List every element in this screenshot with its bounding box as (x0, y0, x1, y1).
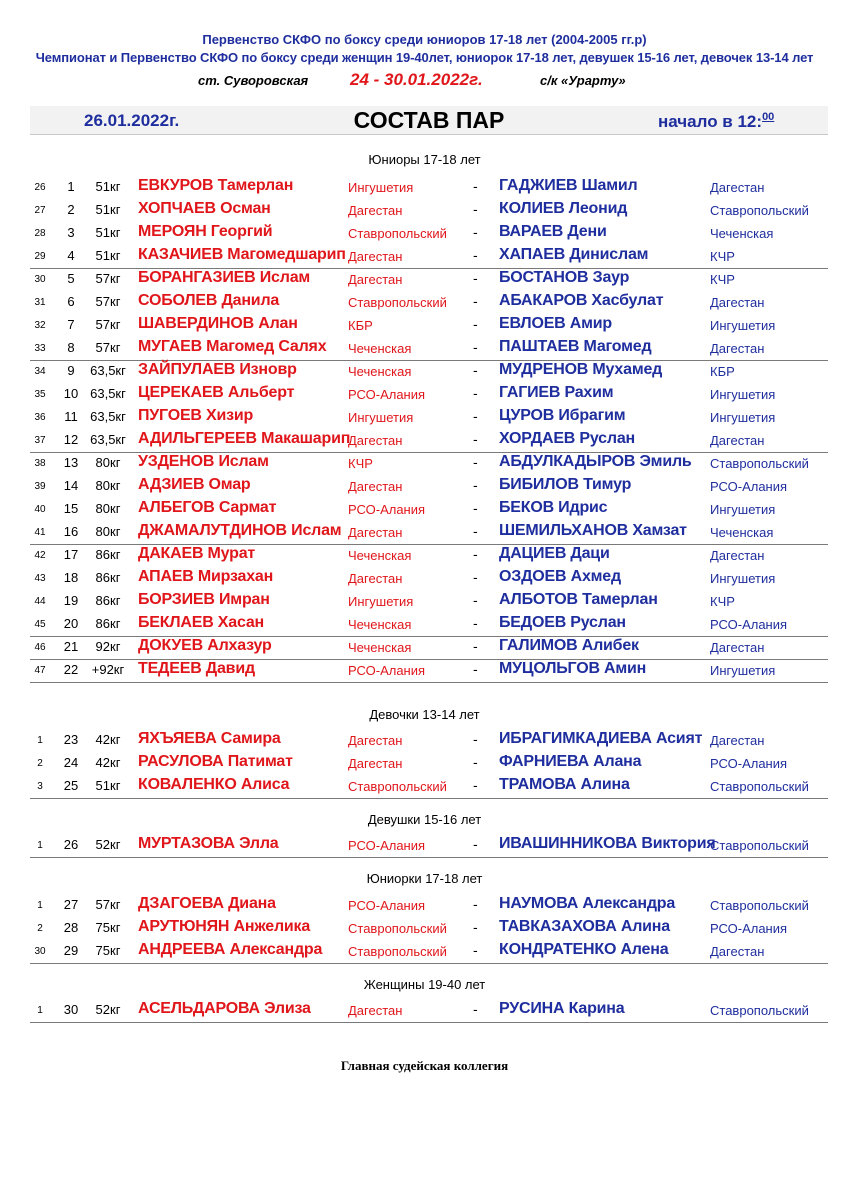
vs-dash: - (473, 454, 478, 470)
weight-class: 63,5кг (90, 363, 126, 378)
section-title: Девушки 15-16 лет (367, 812, 482, 827)
bout-row (30, 360, 828, 383)
weight-class: 86кг (95, 616, 121, 631)
red-corner-region: Ставропольский (348, 295, 447, 310)
bout-row (30, 521, 828, 545)
vs-dash: - (473, 836, 478, 852)
bout-number: 18 (63, 570, 79, 585)
red-corner-name: АПАЕВ Мирзахан (138, 568, 274, 585)
blue-corner-name: КОНДРАТЕНКО Алена (499, 941, 669, 958)
vs-dash: - (473, 661, 478, 677)
row-seq: 45 (34, 619, 46, 630)
weight-class: 86кг (95, 547, 121, 562)
row-seq: 44 (34, 596, 46, 607)
red-corner-region: Чеченская (348, 617, 412, 632)
red-corner-name: АЛБЕГОВ Сармат (138, 499, 277, 516)
red-corner-name: КАЗАЧИЕВ Магомедшарип (138, 246, 346, 263)
header-dates: 24 - 30.01.2022г. (350, 70, 483, 89)
blue-corner-name: ЕВЛОЕВ Амир (499, 315, 612, 332)
red-corner-name: КОВАЛЕНКО Алиса (138, 776, 290, 793)
red-corner-name: ДЗАГОЕВА Диана (138, 895, 276, 912)
blue-corner-region: Ставропольский (710, 898, 809, 913)
blue-corner-name: КОЛИЕВ Леонид (499, 200, 628, 217)
bout-number: 10 (63, 386, 79, 401)
red-corner-name: МЕРОЯН Георгий (138, 223, 273, 240)
blue-corner-region: РСО-Алания (710, 921, 788, 936)
bout-row (30, 752, 828, 775)
blue-corner-name: БЕДОЕВ Руслан (499, 614, 626, 631)
blue-corner-name: ТАВКАЗАХОВА Алина (499, 918, 670, 935)
red-corner-name: ШАВЕРДИНОВ Алан (138, 315, 298, 332)
row-seq: 33 (34, 343, 46, 354)
row-seq: 36 (34, 412, 46, 423)
section-title: Юниорки 17-18 лет (366, 871, 483, 886)
blue-corner-region: Ставропольский (710, 779, 809, 794)
red-corner-region: РСО-Алания (348, 502, 426, 517)
vs-dash: - (473, 178, 478, 194)
header-venue: с/к «Урарту» (540, 73, 626, 88)
red-corner-region: КЧР (348, 456, 373, 471)
blue-corner-region: Ставропольский (710, 1003, 809, 1018)
blue-corner-name: МУДРЕНОВ Мухамед (499, 361, 663, 378)
blue-corner-name: ПАШТАЕВ Магомед (499, 338, 652, 355)
row-seq: 34 (34, 366, 46, 377)
row-seq: 41 (34, 527, 46, 538)
red-corner-name: ДАКАЕВ Мурат (138, 545, 256, 562)
bout-row (30, 314, 828, 337)
bout-number: 23 (63, 732, 79, 747)
weight-class: 57кг (95, 340, 121, 355)
bout-row (30, 894, 828, 917)
weight-class: 51кг (95, 778, 121, 793)
blue-corner-region: Ставропольский (710, 838, 809, 853)
red-corner-name: ЯХЪЯЕВА Самира (138, 730, 281, 747)
red-corner-name: АСЕЛЬДАРОВА Элиза (138, 1000, 311, 1017)
bout-number: 25 (63, 778, 79, 793)
row-seq: 1 (37, 735, 43, 746)
weight-class: 80кг (95, 524, 121, 539)
red-corner-region: Дагестан (348, 733, 403, 748)
vs-dash: - (473, 500, 478, 516)
bout-row (30, 475, 828, 498)
bout-row (30, 406, 828, 429)
blue-corner-region: Дагестан (710, 433, 765, 448)
bout-row (30, 268, 828, 291)
row-seq: 38 (34, 458, 46, 469)
vs-dash: - (473, 638, 478, 654)
row-seq: 30 (34, 274, 46, 285)
bout-number: 2 (67, 202, 75, 217)
weight-class: 75кг (95, 920, 121, 935)
blue-corner-region: Чеченская (710, 525, 774, 540)
row-seq: 35 (34, 389, 46, 400)
red-corner-name: РАСУЛОВА Патимат (138, 753, 293, 770)
start-time (658, 111, 774, 132)
row-seq: 1 (37, 900, 43, 911)
weight-class: 80кг (95, 478, 121, 493)
blue-corner-region: Ставропольский (710, 203, 809, 218)
red-corner-region: Дагестан (348, 272, 403, 287)
bout-row (30, 729, 828, 752)
footer-signature: Главная судейская коллегия (340, 1058, 509, 1073)
bout-row (30, 498, 828, 521)
blue-corner-name: АБДУЛКАДЫРОВ Эмиль (499, 453, 692, 470)
blue-corner-name: ДАЦИЕВ Даци (499, 545, 610, 562)
bout-number: 16 (63, 524, 79, 539)
header-line-2: Чемпионат и Первенство СКФО по боксу среди женщин 19-40лет, юниорок 17-18 лет, девушек 15-16 лет, девочек 13-14 лет (35, 50, 814, 65)
red-corner-region: Дагестан (348, 433, 403, 448)
red-corner-region: Дагестан (348, 203, 403, 218)
red-corner-name: АДЗИЕВ Омар (138, 476, 251, 493)
bout-row (30, 452, 828, 475)
bout-row (30, 337, 828, 361)
red-corner-name: ЕВКУРОВ Тамерлан (138, 177, 294, 194)
blue-corner-region: Дагестан (710, 733, 765, 748)
bout-row (30, 222, 828, 245)
bout-number: 4 (67, 248, 75, 263)
bout-number: 3 (67, 225, 75, 240)
blue-corner-name: БОСТАНОВ Заур (499, 269, 630, 286)
red-corner-name: ХОПЧАЕВ Осман (138, 200, 271, 217)
blue-corner-region: Ингушетия (710, 571, 776, 586)
row-seq: 32 (34, 320, 46, 331)
bout-number: 17 (63, 547, 79, 562)
row-seq: 46 (34, 642, 46, 653)
red-corner-name: УЗДЕНОВ Ислам (138, 453, 269, 470)
vs-dash: - (473, 592, 478, 608)
blue-corner-name: ОЗДОЕВ Ахмед (499, 568, 621, 585)
vs-dash: - (473, 201, 478, 217)
blue-corner-name: МУЦОЛЬГОВ Амин (499, 660, 647, 677)
row-seq: 1 (37, 1005, 43, 1016)
red-corner-name: ПУГОЕВ Хизир (138, 407, 254, 424)
blue-corner-region: Дагестан (710, 548, 765, 563)
blue-corner-region: Чеченская (710, 226, 774, 241)
row-seq: 26 (34, 182, 46, 193)
vs-dash: - (473, 1001, 478, 1017)
red-corner-name: ДЖАМАЛУТДИНОВ Ислам (138, 522, 342, 539)
weight-class: 51кг (95, 179, 121, 194)
blue-corner-name: ТРАМОВА Алина (499, 776, 630, 793)
vs-dash: - (473, 247, 478, 263)
blue-corner-name: БЕКОВ Идрис (499, 499, 608, 516)
red-corner-region: РСО-Алания (348, 663, 426, 678)
blue-corner-name: ИВАШИННИКОВА Виктория (499, 835, 716, 852)
blue-corner-name: РУСИНА Карина (499, 1000, 625, 1017)
red-corner-region: Чеченская (348, 341, 412, 356)
red-corner-region: Ингушетия (348, 410, 414, 425)
row-seq: 39 (34, 481, 46, 492)
blue-corner-name: ХОРДАЕВ Руслан (499, 430, 635, 447)
blue-corner-name: ГАГИЕВ Рахим (499, 384, 614, 401)
bout-number: 26 (63, 837, 79, 852)
red-corner-region: Ставропольский (348, 226, 447, 241)
row-seq: 43 (34, 573, 46, 584)
vs-dash: - (473, 270, 478, 286)
start-time-label: начало в 12: (658, 112, 763, 131)
bout-number: 21 (63, 639, 79, 654)
bout-number: 28 (63, 920, 79, 935)
bout-row (30, 917, 828, 940)
weight-class: 80кг (95, 501, 121, 516)
blue-corner-region: Дагестан (710, 295, 765, 310)
bout-row (30, 940, 828, 964)
vs-dash: - (473, 569, 478, 585)
vs-dash: - (473, 431, 478, 447)
blue-corner-name: ХАПАЕВ Динислам (499, 246, 649, 263)
event-date: 26.01.2022г. (84, 111, 180, 130)
row-seq: 40 (34, 504, 46, 515)
bout-row (30, 567, 828, 590)
red-corner-name: СОБОЛЕВ Данила (138, 292, 280, 309)
red-corner-name: АНДРЕЕВА Александра (138, 941, 323, 958)
red-corner-region: Ставропольский (348, 779, 447, 794)
blue-corner-name: БИБИЛОВ Тимур (499, 476, 632, 493)
bout-number: 5 (67, 271, 75, 286)
row-seq: 30 (34, 946, 46, 957)
weight-class: 52кг (95, 1002, 121, 1017)
vs-dash: - (473, 731, 478, 747)
vs-dash: - (473, 408, 478, 424)
section-title: Девочки 13-14 лет (369, 707, 480, 722)
red-corner-name: МУРТАЗОВА Элла (138, 835, 279, 852)
red-corner-name: ЗАЙПУЛАЕВ Изновр (138, 361, 297, 378)
bout-number: 24 (63, 755, 79, 770)
row-seq: 3 (37, 781, 43, 792)
blue-corner-region: РСО-Алания (710, 617, 788, 632)
blue-corner-region: Ингушетия (710, 387, 776, 402)
row-seq: 47 (34, 665, 46, 676)
red-corner-region: Ингушетия (348, 594, 414, 609)
bout-row (30, 245, 828, 269)
header-line-3 (0, 70, 849, 90)
vs-dash: - (473, 316, 478, 332)
vs-dash: - (473, 942, 478, 958)
bout-number: 7 (67, 317, 75, 332)
red-corner-name: ТЕДЕЕВ Давид (138, 660, 255, 677)
row-seq: 29 (34, 251, 46, 262)
bout-number: 29 (63, 943, 79, 958)
blue-corner-name: ИБРАГИМКАДИЕВА Асият (499, 730, 703, 747)
red-corner-name: ДОКУЕВ Алхазур (138, 637, 272, 654)
vs-dash: - (473, 615, 478, 631)
weight-class: 92кг (95, 639, 121, 654)
row-seq: 1 (37, 840, 43, 851)
red-corner-name: БОРЗИЕВ Имран (138, 591, 270, 608)
weight-class: 63,5кг (90, 409, 126, 424)
row-seq: 27 (34, 205, 46, 216)
red-corner-region: Ставропольский (348, 944, 447, 959)
red-corner-region: Чеченская (348, 640, 412, 655)
section-title: Женщины 19-40 лет (363, 977, 486, 992)
row-seq: 2 (37, 923, 43, 934)
vs-dash: - (473, 523, 478, 539)
blue-corner-region: Дагестан (710, 944, 765, 959)
vs-dash: - (473, 385, 478, 401)
bout-number: 1 (67, 179, 75, 194)
bout-row (30, 199, 828, 222)
blue-corner-region: КБР (710, 364, 735, 379)
blue-corner-name: ФАРНИЕВА Алана (499, 753, 642, 770)
weight-class: 57кг (95, 294, 121, 309)
blue-corner-name: ВАРАЕВ Дени (499, 223, 607, 240)
blue-corner-region: Дагестан (710, 341, 765, 356)
vs-dash: - (473, 362, 478, 378)
red-corner-name: БОРАНГАЗИЕВ Ислам (138, 269, 311, 286)
bout-row (30, 834, 828, 858)
bout-number: 12 (63, 432, 79, 447)
red-corner-region: Ингушетия (348, 180, 414, 195)
header-place: ст. Суворовская (198, 73, 309, 88)
weight-class: 51кг (95, 202, 121, 217)
bout-row (30, 383, 828, 406)
blue-corner-region: Дагестан (710, 180, 765, 195)
vs-dash: - (473, 477, 478, 493)
weight-class: 75кг (95, 943, 121, 958)
blue-corner-name: НАУМОВА Александра (499, 895, 676, 912)
bout-number: 11 (64, 409, 78, 424)
bout-row (30, 291, 828, 314)
weight-class: 86кг (95, 593, 121, 608)
vs-dash: - (473, 777, 478, 793)
weight-class: 63,5кг (90, 386, 126, 401)
start-time-minutes: 00 (762, 111, 775, 123)
vs-dash: - (473, 546, 478, 562)
weight-class: 51кг (95, 225, 121, 240)
blue-corner-region: Ингушетия (710, 410, 776, 425)
red-corner-region: Дагестан (348, 1003, 403, 1018)
weight-class: 42кг (95, 732, 121, 747)
red-corner-region: РСО-Алания (348, 387, 426, 402)
weight-class: 80кг (95, 455, 121, 470)
vs-dash: - (473, 754, 478, 770)
vs-dash: - (473, 896, 478, 912)
blue-corner-region: КЧР (710, 272, 735, 287)
row-seq: 31 (34, 297, 46, 308)
red-corner-region: Дагестан (348, 571, 403, 586)
bout-number: 19 (63, 593, 79, 608)
weight-class: 57кг (95, 271, 121, 286)
red-corner-region: РСО-Алания (348, 898, 426, 913)
bout-number: 8 (67, 340, 75, 355)
vs-dash: - (473, 339, 478, 355)
red-corner-name: ЦЕРЕКАЕВ Альберт (138, 384, 295, 401)
weight-class: 42кг (95, 755, 121, 770)
bout-number: 9 (67, 363, 75, 378)
blue-corner-region: Ставропольский (710, 456, 809, 471)
weight-class: 57кг (95, 897, 121, 912)
row-seq: 2 (37, 758, 43, 769)
red-corner-region: РСО-Алания (348, 838, 426, 853)
red-corner-name: БЕКЛАЕВ Хасан (138, 614, 265, 631)
weight-class: 52кг (95, 837, 121, 852)
bout-number: 22 (63, 662, 79, 677)
weight-class: 51кг (95, 248, 121, 263)
blue-corner-name: ГАЛИМОВ Алибек (499, 637, 639, 654)
header-line-1: Первенство СКФО по боксу среди юниоров 17-18 лет (2004-2005 гг.р) (202, 32, 647, 47)
blue-corner-region: Ингушетия (710, 318, 776, 333)
blue-corner-name: АБАКАРОВ Хасбулат (499, 292, 664, 309)
blue-corner-name: ШЕМИЛЬХАНОВ Хамзат (499, 522, 687, 539)
red-corner-region: Дагестан (348, 479, 403, 494)
blue-corner-region: Ингушетия (710, 663, 776, 678)
bout-number: 20 (63, 616, 79, 631)
blue-corner-name: ЦУРОВ Ибрагим (499, 407, 626, 424)
page-title: СОСТАВ ПАР (353, 107, 505, 133)
bout-row (30, 659, 828, 683)
blue-corner-name: АЛБОТОВ Тамерлан (499, 591, 658, 608)
bout-row (30, 544, 828, 567)
bout-row (30, 999, 828, 1023)
red-corner-name: АРУТЮНЯН Анжелика (138, 918, 311, 935)
blue-corner-region: Дагестан (710, 640, 765, 655)
weight-class: 86кг (95, 570, 121, 585)
blue-corner-region: РСО-Алания (710, 479, 788, 494)
red-corner-name: АДИЛЬГЕРЕЕВ Макашарип (138, 430, 351, 447)
blue-corner-region: РСО-Алания (710, 756, 788, 771)
vs-dash: - (473, 224, 478, 240)
bout-number: 27 (63, 897, 79, 912)
bout-number: 15 (63, 501, 79, 516)
bout-row (30, 176, 828, 199)
bout-row (30, 590, 828, 613)
vs-dash: - (473, 919, 478, 935)
bout-row (30, 775, 828, 799)
red-corner-region: Ставропольский (348, 921, 447, 936)
red-corner-region: Дагестан (348, 249, 403, 264)
blue-corner-region: КЧР (710, 594, 735, 609)
blue-corner-name: ГАДЖИЕВ Шамил (499, 177, 638, 194)
bout-number: 30 (63, 1002, 79, 1017)
weight-class: 57кг (95, 317, 121, 332)
bout-row (30, 429, 828, 453)
vs-dash: - (473, 293, 478, 309)
red-corner-region: Чеченская (348, 364, 412, 379)
bout-number: 6 (67, 294, 75, 309)
title-bar (30, 106, 828, 135)
row-seq: 37 (34, 435, 46, 446)
blue-corner-region: КЧР (710, 249, 735, 264)
section-title: Юниоры 17-18 лет (368, 152, 481, 167)
red-corner-region: Дагестан (348, 525, 403, 540)
weight-class: 63,5кг (90, 432, 126, 447)
bout-row (30, 613, 828, 637)
row-seq: 42 (34, 550, 46, 561)
red-corner-region: Дагестан (348, 756, 403, 771)
row-seq: 28 (34, 228, 46, 239)
bout-number: 13 (63, 455, 79, 470)
bout-number: 14 (63, 478, 79, 493)
weight-class: +92кг (91, 662, 125, 677)
red-corner-region: Чеченская (348, 548, 412, 563)
bout-row (30, 636, 828, 660)
blue-corner-region: Ингушетия (710, 502, 776, 517)
red-corner-name: МУГАЕВ Магомед Салях (138, 338, 327, 355)
red-corner-region: КБР (348, 318, 373, 333)
